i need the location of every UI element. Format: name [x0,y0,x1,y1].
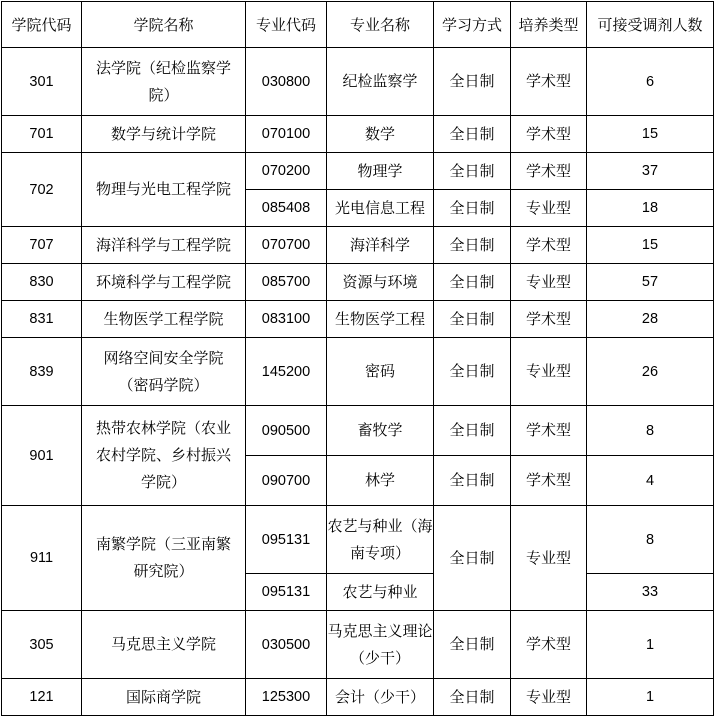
major-name: 林学 [327,456,434,506]
header-college-code: 学院代码 [2,2,82,48]
quota: 33 [587,574,714,611]
major-code: 030500 [246,611,327,679]
major-code: 030800 [246,48,327,116]
training-type: 学术型 [511,406,587,456]
table-row [2,48,714,116]
table-row [2,227,714,264]
quota: 57 [587,264,714,301]
major-name: 资源与环境 [327,264,434,301]
college-code: 901 [2,406,82,506]
quota: 1 [587,679,714,716]
study-mode: 全日制 [434,611,511,679]
major-name: 畜牧学 [327,406,434,456]
college-code: 830 [2,264,82,301]
major-code: 090700 [246,456,327,506]
quota: 8 [587,506,714,574]
college-code: 911 [2,506,82,611]
training-type: 专业型 [511,679,587,716]
table-row [2,611,714,679]
training-type: 学术型 [511,301,587,338]
major-name: 生物医学工程 [327,301,434,338]
major-code: 070100 [246,116,327,153]
table-row [2,406,714,456]
major-name: 农艺与种业 [327,574,434,611]
study-mode: 全日制 [434,406,511,456]
college-name: 环境科学与工程学院 [82,264,246,301]
college-name: 热带农林学院（农业农村学院、乡村振兴学院） [82,406,246,506]
study-mode: 全日制 [434,679,511,716]
table-row [2,338,714,406]
major-name: 马克思主义理论（少干） [327,611,434,679]
header-training-type: 培养类型 [511,2,587,48]
training-type: 学术型 [511,153,587,190]
table-row [2,679,714,716]
header-major-name: 专业名称 [327,2,434,48]
college-code: 702 [2,153,82,227]
college-code: 301 [2,48,82,116]
study-mode: 全日制 [434,190,511,227]
study-mode: 全日制 [434,116,511,153]
college-name: 网络空间安全学院（密码学院） [82,338,246,406]
quota: 8 [587,406,714,456]
table-row [2,153,714,190]
quota: 15 [587,116,714,153]
college-name: 数学与统计学院 [82,116,246,153]
college-code: 701 [2,116,82,153]
college-name: 生物医学工程学院 [82,301,246,338]
quota: 37 [587,153,714,190]
table-row [2,301,714,338]
training-type: 学术型 [511,227,587,264]
college-code: 831 [2,301,82,338]
quota: 4 [587,456,714,506]
training-type: 学术型 [511,611,587,679]
major-code: 070700 [246,227,327,264]
table-row [2,506,714,574]
study-mode: 全日制 [434,153,511,190]
college-code: 839 [2,338,82,406]
header-college-name: 学院名称 [82,2,246,48]
training-type: 专业型 [511,264,587,301]
training-type: 专业型 [511,506,587,611]
training-type: 学术型 [511,116,587,153]
major-name: 密码 [327,338,434,406]
college-name: 法学院（纪检监察学院） [82,48,246,116]
quota: 18 [587,190,714,227]
major-code: 085700 [246,264,327,301]
major-code: 070200 [246,153,327,190]
admissions-table [1,1,714,716]
training-type: 专业型 [511,338,587,406]
major-code: 145200 [246,338,327,406]
college-name: 南繁学院（三亚南繁研究院） [82,506,246,611]
college-code: 305 [2,611,82,679]
college-code: 121 [2,679,82,716]
major-code: 090500 [246,406,327,456]
study-mode: 全日制 [434,301,511,338]
study-mode: 全日制 [434,456,511,506]
study-mode: 全日制 [434,48,511,116]
quota: 1 [587,611,714,679]
table-row [2,264,714,301]
major-name: 海洋科学 [327,227,434,264]
training-type: 专业型 [511,190,587,227]
study-mode: 全日制 [434,227,511,264]
college-code: 707 [2,227,82,264]
training-type: 学术型 [511,48,587,116]
quota: 6 [587,48,714,116]
major-name: 物理学 [327,153,434,190]
college-name: 马克思主义学院 [82,611,246,679]
training-type: 学术型 [511,456,587,506]
major-code: 085408 [246,190,327,227]
table-row [2,116,714,153]
header-study-mode: 学习方式 [434,2,511,48]
header-major-code: 专业代码 [246,2,327,48]
major-name: 会计（少干） [327,679,434,716]
study-mode: 全日制 [434,338,511,406]
quota: 15 [587,227,714,264]
major-name: 光电信息工程 [327,190,434,227]
major-code: 083100 [246,301,327,338]
quota: 28 [587,301,714,338]
study-mode: 全日制 [434,506,511,611]
major-name: 数学 [327,116,434,153]
major-code: 095131 [246,506,327,574]
major-name: 农艺与种业（海南专项） [327,506,434,574]
header-quota: 可接受调剂人数 [587,2,714,48]
major-name: 纪检监察学 [327,48,434,116]
college-name: 物理与光电工程学院 [82,153,246,227]
major-code: 095131 [246,574,327,611]
study-mode: 全日制 [434,264,511,301]
quota: 26 [587,338,714,406]
header-row [2,2,714,48]
college-name: 国际商学院 [82,679,246,716]
college-name: 海洋科学与工程学院 [82,227,246,264]
major-code: 125300 [246,679,327,716]
